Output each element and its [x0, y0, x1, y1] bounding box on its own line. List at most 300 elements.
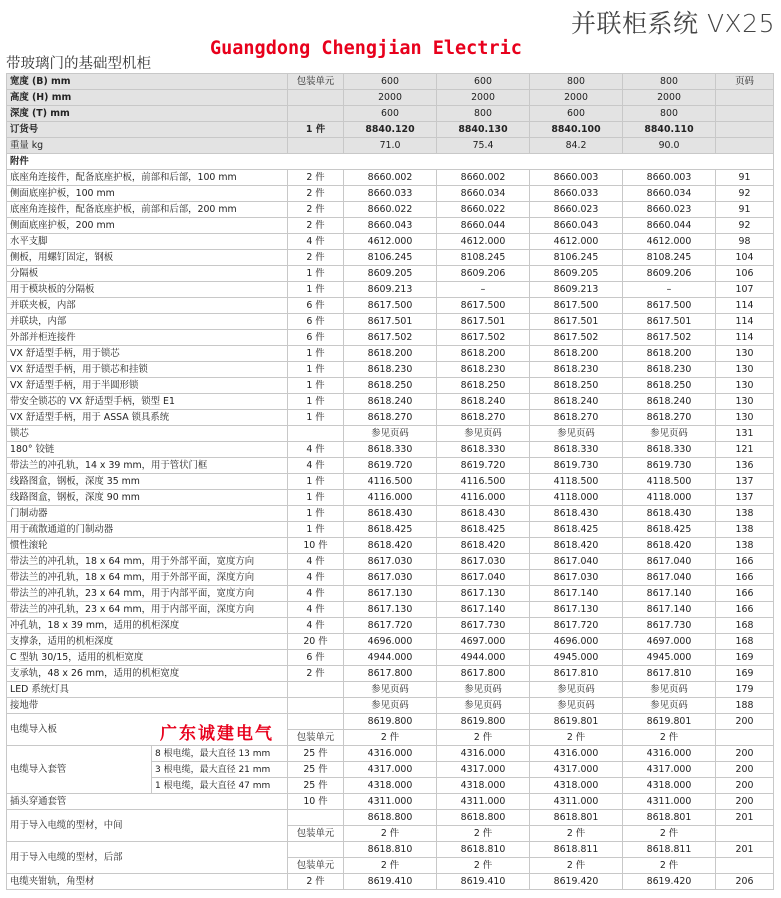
- table-row: [7, 698, 774, 714]
- row-label: 用于模块板的分隔板: [7, 282, 288, 298]
- cell-value: 8660.003: [530, 170, 623, 186]
- cell-value: 参见页码: [530, 426, 623, 442]
- cell-value: 2 件: [344, 826, 437, 842]
- cell-value: 8609.213: [530, 282, 623, 298]
- cell-value: 4311.000: [437, 794, 530, 810]
- cell-value: 2000: [530, 90, 623, 106]
- cell-value: 8617.130: [437, 586, 530, 602]
- cell-unit: [288, 842, 344, 858]
- cell-value: 8618.425: [437, 522, 530, 538]
- table-row: [7, 362, 774, 378]
- cell-unit: 1 件: [288, 522, 344, 538]
- cell-page: 130: [716, 378, 774, 394]
- cell-value: 8660.043: [344, 218, 437, 234]
- cell-value: 8617.501: [344, 314, 437, 330]
- cell-value: 4696.000: [530, 634, 623, 650]
- cell-page: 206: [716, 874, 774, 890]
- cell-unit: 4 件: [288, 602, 344, 618]
- cell-value: 8840.110: [623, 122, 716, 138]
- cell-value: 8618.430: [530, 506, 623, 522]
- spec-label: 订货号: [7, 122, 288, 138]
- cell-value: 8609.205: [530, 266, 623, 282]
- table-row: [7, 746, 774, 762]
- table-row: [7, 346, 774, 362]
- cell-page: 166: [716, 602, 774, 618]
- cell-value: 4318.000: [437, 778, 530, 794]
- spec-row: [7, 122, 774, 138]
- cell-value: 4116.500: [437, 474, 530, 490]
- cell-value: 75.4: [437, 138, 530, 154]
- cell-value: 8617.800: [344, 666, 437, 682]
- cell-page: [716, 858, 774, 874]
- cell-page: 页码: [716, 74, 774, 90]
- cell-value: 8617.040: [530, 554, 623, 570]
- row-label: 接地带: [7, 698, 288, 714]
- table-row: [7, 266, 774, 282]
- cell-value: 8660.023: [530, 202, 623, 218]
- cell-value: 4317.000: [530, 762, 623, 778]
- cell-value: 8618.800: [437, 810, 530, 826]
- cell-value: 8619.720: [437, 458, 530, 474]
- row-label: 支撑条，适用的机柜深度: [7, 634, 288, 650]
- cell-value: 8660.002: [344, 170, 437, 186]
- cell-value: 8660.034: [437, 186, 530, 202]
- cell-unit: 4 件: [288, 570, 344, 586]
- row-label: 惯性滚轮: [7, 538, 288, 554]
- row-label: 底座角连接件，配备底座护板，前部和后部，200 mm: [7, 202, 288, 218]
- cell-page: 92: [716, 218, 774, 234]
- row-label: C 型轨 30/15，适用的机柜宽度: [7, 650, 288, 666]
- cell-value: 2 件: [623, 730, 716, 746]
- cell-page: 138: [716, 538, 774, 554]
- cell-value: 8618.330: [530, 442, 623, 458]
- cell-value: 8618.420: [437, 538, 530, 554]
- row-label: 180° 铰链: [7, 442, 288, 458]
- cell-value: 4316.000: [344, 746, 437, 762]
- watermark-chinese: 广东诚建电气: [160, 724, 274, 744]
- cell-value: 8660.043: [530, 218, 623, 234]
- cell-value: 8617.502: [437, 330, 530, 346]
- cell-page: 137: [716, 474, 774, 490]
- row-label: 线路图盒，钢板，深度 35 mm: [7, 474, 288, 490]
- cell-value: 8660.003: [623, 170, 716, 186]
- cell-unit: 1 件: [288, 282, 344, 298]
- cell-unit: [288, 810, 344, 826]
- cell-value: 8618.250: [344, 378, 437, 394]
- cell-value: 8618.230: [530, 362, 623, 378]
- cell-value: 8617.501: [437, 314, 530, 330]
- cell-value: 8617.500: [623, 298, 716, 314]
- cell-value: 8617.030: [344, 570, 437, 586]
- table-row: [7, 618, 774, 634]
- cell-value: 8618.250: [530, 378, 623, 394]
- cell-unit: 2 件: [288, 170, 344, 186]
- cell-page: 130: [716, 346, 774, 362]
- cell-value: 8619.801: [530, 714, 623, 730]
- cell-page: [716, 730, 774, 746]
- cell-value: 8618.200: [344, 346, 437, 362]
- cell-unit: 1 件: [288, 394, 344, 410]
- cell-value: 8618.250: [437, 378, 530, 394]
- cell-value: 4118.000: [530, 490, 623, 506]
- cell-value: 参见页码: [623, 698, 716, 714]
- cell-value: 8108.245: [623, 250, 716, 266]
- row-label: 线路图盒，钢板，深度 90 mm: [7, 490, 288, 506]
- cell-page: 166: [716, 570, 774, 586]
- cell-unit: 4 件: [288, 234, 344, 250]
- cell-value: 4317.000: [344, 762, 437, 778]
- cell-page: 200: [716, 746, 774, 762]
- table-row: [7, 218, 774, 234]
- cell-unit: 1 件: [288, 362, 344, 378]
- spec-label: 高度 (H) mm: [7, 90, 288, 106]
- cell-value: 8840.130: [437, 122, 530, 138]
- cell-value: 8618.430: [437, 506, 530, 522]
- cell-value: 8619.801: [623, 714, 716, 730]
- cell-page: [716, 122, 774, 138]
- cell-value: 2000: [437, 90, 530, 106]
- row-label: 带法兰的冲孔轨，18 x 64 mm，用于外部平面，宽度方向: [7, 554, 288, 570]
- cell-unit: 4 件: [288, 554, 344, 570]
- cell-value: 4612.000: [530, 234, 623, 250]
- cell-value: 参见页码: [344, 698, 437, 714]
- row-label: 锁芯: [7, 426, 288, 442]
- cell-value: 8660.023: [623, 202, 716, 218]
- row-sublabel: 1 根电缆，最大直径 47 mm: [152, 778, 288, 794]
- cell-value: 8618.270: [437, 410, 530, 426]
- table-row: [7, 458, 774, 474]
- cell-value: 4697.000: [437, 634, 530, 650]
- cell-value: 8618.200: [437, 346, 530, 362]
- row-label: VX 舒适型手柄，用于 ASSA 锁具系统: [7, 410, 288, 426]
- cell-page: 200: [716, 762, 774, 778]
- table-row: [7, 394, 774, 410]
- cell-unit: 25 件: [288, 778, 344, 794]
- cell-value: 4697.000: [623, 634, 716, 650]
- spec-row: [7, 138, 774, 154]
- table-row: [7, 570, 774, 586]
- cell-value: 8618.811: [530, 842, 623, 858]
- cell-value: 参见页码: [437, 698, 530, 714]
- product-table: [6, 73, 774, 890]
- cell-page: 131: [716, 426, 774, 442]
- table-row: [7, 442, 774, 458]
- cell-value: 8618.230: [344, 362, 437, 378]
- cell-value: 8618.811: [623, 842, 716, 858]
- cell-value: 8609.205: [344, 266, 437, 282]
- cell-value: 71.0: [344, 138, 437, 154]
- accessories-heading: 附件: [7, 154, 774, 170]
- row-label: 并联夹板，内部: [7, 298, 288, 314]
- cell-value: 8618.240: [437, 394, 530, 410]
- cell-value: 800: [530, 74, 623, 90]
- table-row: [7, 682, 774, 698]
- cell-page: 168: [716, 618, 774, 634]
- cell-value: 参见页码: [344, 682, 437, 698]
- cell-value: 4317.000: [437, 762, 530, 778]
- cell-value: 8617.130: [344, 602, 437, 618]
- row-label: LED 系统灯具: [7, 682, 288, 698]
- table-row: [7, 426, 774, 442]
- cell-unit: [288, 426, 344, 442]
- cell-unit: [288, 90, 344, 106]
- cell-unit: [288, 106, 344, 122]
- cell-page: [716, 106, 774, 122]
- cell-page: 201: [716, 842, 774, 858]
- row-label: VX 舒适型手柄，用于半圆形锁: [7, 378, 288, 394]
- cell-value: 8618.420: [344, 538, 437, 554]
- cell-unit: 1 件: [288, 490, 344, 506]
- table-row: [7, 810, 774, 826]
- cell-unit: 10 件: [288, 794, 344, 810]
- cell-value: 2 件: [623, 858, 716, 874]
- cell-value: 8618.330: [437, 442, 530, 458]
- cell-value: 4612.000: [344, 234, 437, 250]
- cell-value: 2000: [623, 90, 716, 106]
- cell-unit: 6 件: [288, 298, 344, 314]
- cell-value: 8609.206: [623, 266, 716, 282]
- cell-value: 8618.270: [623, 410, 716, 426]
- cell-page: 200: [716, 794, 774, 810]
- cell-value: 8619.420: [530, 874, 623, 890]
- table-row: [7, 490, 774, 506]
- cell-value: 8618.330: [344, 442, 437, 458]
- cell-page: 137: [716, 490, 774, 506]
- table-row: [7, 410, 774, 426]
- cell-unit: 4 件: [288, 442, 344, 458]
- cell-value: 8617.810: [623, 666, 716, 682]
- row-label: 电缆夹钳轨，角型材: [7, 874, 288, 890]
- table-row: [7, 378, 774, 394]
- cell-page: 179: [716, 682, 774, 698]
- cell-page: 188: [716, 698, 774, 714]
- cell-value: 8619.730: [623, 458, 716, 474]
- cell-value: –: [623, 282, 716, 298]
- cell-value: 600: [530, 106, 623, 122]
- cell-unit: 1 件: [288, 474, 344, 490]
- cell-value: 8619.410: [437, 874, 530, 890]
- cell-value: 8618.240: [344, 394, 437, 410]
- row-label: 并联块，内部: [7, 314, 288, 330]
- cell-unit: 6 件: [288, 330, 344, 346]
- cell-value: 4118.500: [623, 474, 716, 490]
- table-row: [7, 474, 774, 490]
- table-row: [7, 330, 774, 346]
- cell-unit: 6 件: [288, 314, 344, 330]
- cell-value: 4945.000: [623, 650, 716, 666]
- table-row: [7, 794, 774, 810]
- cell-value: 8106.245: [344, 250, 437, 266]
- cell-unit: 1 件: [288, 378, 344, 394]
- cell-page: 91: [716, 202, 774, 218]
- cell-value: 8617.502: [530, 330, 623, 346]
- cell-page: [716, 826, 774, 842]
- table-row: [7, 234, 774, 250]
- row-label: 插头穿通套管: [7, 794, 288, 810]
- cell-value: 8617.140: [623, 602, 716, 618]
- cell-value: 8840.120: [344, 122, 437, 138]
- cell-unit: 4 件: [288, 618, 344, 634]
- cell-value: 8618.810: [344, 842, 437, 858]
- row-label: 侧板，用螺钉固定，钢板: [7, 250, 288, 266]
- cell-value: 8618.270: [344, 410, 437, 426]
- cell-value: 8618.330: [623, 442, 716, 458]
- cell-value: 8618.420: [530, 538, 623, 554]
- table-row: [7, 634, 774, 650]
- cell-value: 8617.140: [437, 602, 530, 618]
- spec-label: 重量 kg: [7, 138, 288, 154]
- cell-value: 8617.040: [437, 570, 530, 586]
- cell-unit: 20 件: [288, 634, 344, 650]
- cell-value: 8618.420: [623, 538, 716, 554]
- cell-unit: [288, 698, 344, 714]
- cell-value: 8619.800: [344, 714, 437, 730]
- row-label: 用于疏散通道的门制动器: [7, 522, 288, 538]
- cell-unit: 25 件: [288, 746, 344, 762]
- cell-value: 8106.245: [530, 250, 623, 266]
- cell-value: 8618.430: [344, 506, 437, 522]
- cell-unit: 1 件: [288, 410, 344, 426]
- cell-value: 8617.130: [344, 586, 437, 602]
- cell-value: 4311.000: [344, 794, 437, 810]
- cell-value: 8618.240: [530, 394, 623, 410]
- row-label: 分隔板: [7, 266, 288, 282]
- cell-unit: 1 件: [288, 506, 344, 522]
- cell-value: 600: [344, 106, 437, 122]
- cell-value: 600: [344, 74, 437, 90]
- row-label: 带法兰的冲孔轨，14 x 39 mm，用于管状门框: [7, 458, 288, 474]
- row-label: 带法兰的冲孔轨，23 x 64 mm，用于内部平面，深度方向: [7, 602, 288, 618]
- row-label: 侧面底座护板，100 mm: [7, 186, 288, 202]
- cell-value: 8618.250: [623, 378, 716, 394]
- cell-value: 4944.000: [344, 650, 437, 666]
- table-row: [7, 666, 774, 682]
- cell-unit: 4 件: [288, 458, 344, 474]
- cell-value: 8618.270: [530, 410, 623, 426]
- cell-page: 200: [716, 778, 774, 794]
- cell-unit: 25 件: [288, 762, 344, 778]
- cell-value: 600: [437, 74, 530, 90]
- cell-unit: 2 件: [288, 218, 344, 234]
- row-label: 电缆导入套管: [7, 746, 152, 794]
- cell-unit: [288, 714, 344, 730]
- cell-value: 8618.425: [530, 522, 623, 538]
- cell-value: 4318.000: [623, 778, 716, 794]
- cell-value: 4696.000: [344, 634, 437, 650]
- cell-page: 92: [716, 186, 774, 202]
- cell-value: 4311.000: [623, 794, 716, 810]
- cell-value: 8617.040: [623, 554, 716, 570]
- cell-page: 130: [716, 410, 774, 426]
- row-label: 侧面底座护板，200 mm: [7, 218, 288, 234]
- cell-value: 4116.000: [344, 490, 437, 506]
- row-label: 门制动器: [7, 506, 288, 522]
- table-row: [7, 170, 774, 186]
- row-sublabel: 8 根电缆，最大直径 13 mm: [152, 746, 288, 762]
- cell-unit: 2 件: [288, 666, 344, 682]
- table-row: [7, 874, 774, 890]
- cell-value: 90.0: [623, 138, 716, 154]
- cell-value: 8617.501: [530, 314, 623, 330]
- cell-value: 8619.420: [623, 874, 716, 890]
- cell-value: 8619.720: [344, 458, 437, 474]
- cell-value: 8660.033: [344, 186, 437, 202]
- row-label: 水平支脚: [7, 234, 288, 250]
- cell-value: 8619.800: [437, 714, 530, 730]
- cell-page: 138: [716, 522, 774, 538]
- cell-value: –: [437, 282, 530, 298]
- table-row: [7, 714, 774, 730]
- cell-unit: 2 件: [288, 186, 344, 202]
- row-label: 外部并柜连接件: [7, 330, 288, 346]
- cell-value: 8660.044: [437, 218, 530, 234]
- table-row: [7, 202, 774, 218]
- cell-value: 8617.140: [530, 586, 623, 602]
- cell-value: 4612.000: [437, 234, 530, 250]
- table-row: [7, 298, 774, 314]
- cell-value: 8660.022: [344, 202, 437, 218]
- cell-value: 4318.000: [530, 778, 623, 794]
- cell-value: 8617.730: [437, 618, 530, 634]
- cell-value: 4116.000: [437, 490, 530, 506]
- cell-page: 121: [716, 442, 774, 458]
- table-row: [7, 554, 774, 570]
- cell-unit: 6 件: [288, 650, 344, 666]
- cell-value: 4945.000: [530, 650, 623, 666]
- cell-page: 169: [716, 666, 774, 682]
- table-row: [7, 186, 774, 202]
- cell-value: 8617.040: [623, 570, 716, 586]
- cell-page: 136: [716, 458, 774, 474]
- cell-value: 8617.810: [530, 666, 623, 682]
- cell-value: 8660.002: [437, 170, 530, 186]
- spec-label: 宽度 (B) mm: [7, 74, 288, 90]
- row-label: VX 舒适型手柄，用于锁芯: [7, 346, 288, 362]
- cell-value: 参见页码: [530, 698, 623, 714]
- table-row: [7, 650, 774, 666]
- cell-unit: 4 件: [288, 586, 344, 602]
- pack-unit-label: 包装单元: [288, 826, 344, 842]
- cell-unit: 2 件: [288, 250, 344, 266]
- cell-value: 2 件: [344, 730, 437, 746]
- row-label: 用于导入电缆的型材，中间: [7, 810, 288, 842]
- cell-value: 4316.000: [530, 746, 623, 762]
- cell-unit: 10 件: [288, 538, 344, 554]
- cell-value: 4317.000: [623, 762, 716, 778]
- cell-page: 130: [716, 362, 774, 378]
- table-row: [7, 586, 774, 602]
- cell-value: 8617.140: [623, 586, 716, 602]
- row-label: 带法兰的冲孔轨，18 x 64 mm，用于外部平面，深度方向: [7, 570, 288, 586]
- cell-value: 8108.245: [437, 250, 530, 266]
- cell-unit: [288, 138, 344, 154]
- table-row: [7, 842, 774, 858]
- cell-value: 8617.501: [623, 314, 716, 330]
- row-label: 带安全锁芯的 VX 舒适型手柄，锁型 E1: [7, 394, 288, 410]
- watermark-english: Guangdong Chengjian Electric: [210, 38, 522, 59]
- page-subtitle: 带玻璃门的基础型机柜: [6, 56, 151, 72]
- cell-value: 4316.000: [623, 746, 716, 762]
- cell-value: 8617.500: [344, 298, 437, 314]
- cell-value: 800: [623, 106, 716, 122]
- cell-unit: 1 件: [288, 346, 344, 362]
- cell-value: 8618.240: [623, 394, 716, 410]
- cell-page: 107: [716, 282, 774, 298]
- table-row: [7, 250, 774, 266]
- cell-page: 166: [716, 554, 774, 570]
- cell-value: 2 件: [530, 730, 623, 746]
- pack-unit-label: 包装单元: [288, 858, 344, 874]
